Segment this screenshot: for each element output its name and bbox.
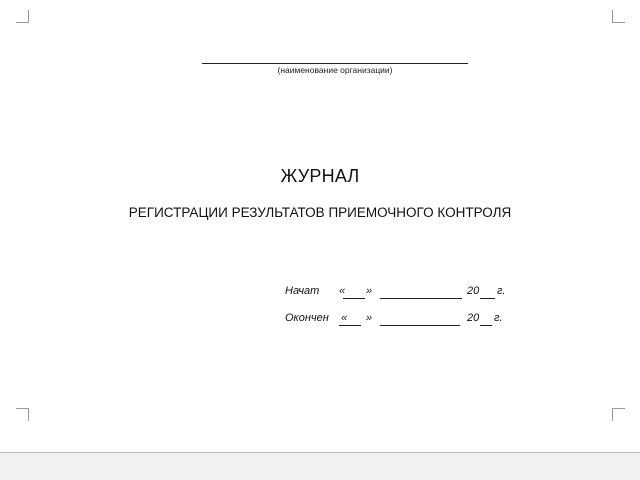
- started-label: Начат: [285, 285, 320, 297]
- journal-subtitle: РЕГИСТРАЦИИ РЕЗУЛЬТАТОВ ПРИЕМОЧНОГО КОНТРОЛЯ: [128, 205, 512, 220]
- page-corner-mark-bottom-right: [612, 408, 625, 421]
- finished-year-suffix: г.: [494, 312, 503, 324]
- started-open-quote: «: [339, 285, 346, 297]
- started-day-blank: [343, 298, 365, 299]
- document-background-area: [0, 453, 640, 480]
- finished-close-quote: »: [366, 312, 373, 324]
- finished-year-blank: [480, 325, 492, 326]
- started-month-blank: [380, 298, 462, 299]
- organization-name-line: [202, 63, 468, 64]
- finished-label: Окончен: [285, 312, 329, 324]
- started-close-quote: »: [366, 285, 373, 297]
- page-corner-mark-top-right: [612, 10, 625, 23]
- organization-caption: (наименование организации): [277, 65, 393, 75]
- started-year-suffix: г.: [497, 285, 506, 297]
- started-year-blank: [480, 298, 495, 299]
- finished-open-quote: «: [341, 312, 348, 324]
- finished-year-prefix: 20: [467, 312, 480, 324]
- journal-title: ЖУРНАЛ: [280, 166, 360, 186]
- finished-month-blank: [380, 325, 460, 326]
- page-corner-mark-bottom-left: [16, 408, 29, 421]
- page-corner-mark-top-left: [16, 10, 29, 23]
- started-year-prefix: 20: [467, 285, 480, 297]
- finished-day-blank: [339, 325, 361, 326]
